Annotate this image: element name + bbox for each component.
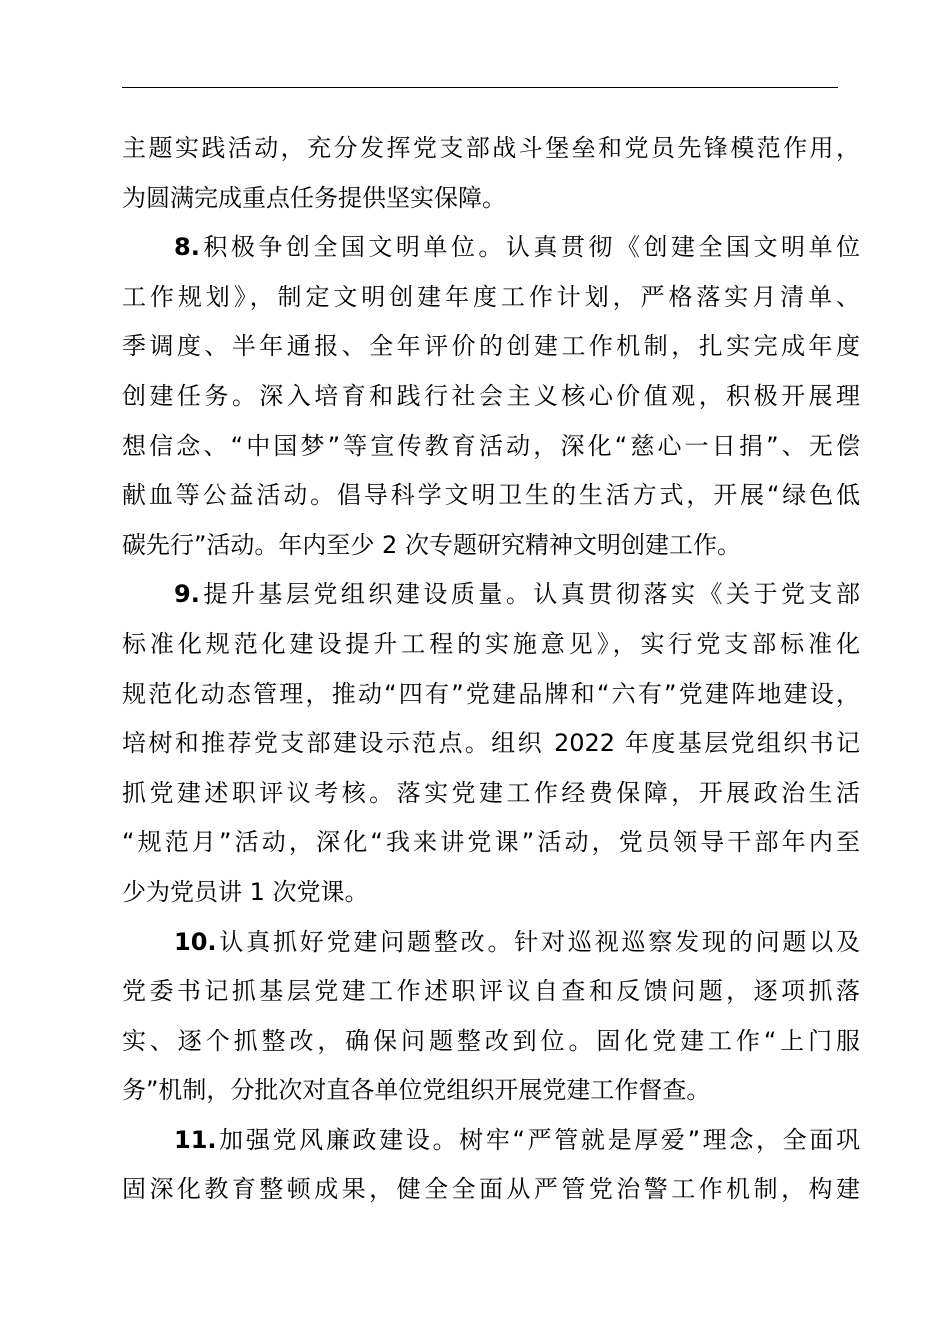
text-line: 务”机制，分批次对直各单位党组织开展党建工作督查。 <box>122 1076 711 1105</box>
text-line: 为圆满完成重点任务提供坚实保障。 <box>122 183 506 212</box>
text-line <box>122 918 860 968</box>
text-line: 想信念、“中国梦”等宣传教育活动，深化“慈心一日捐”、无偿 <box>122 431 860 460</box>
item-number: 10. <box>174 927 217 956</box>
text-run: 提升基层党组织建设质量。认真贯彻落实《关于党支部 <box>199 580 860 609</box>
text-line: 季调度、半年通报、全年评价的创建工作机制，扎实完成年度 <box>122 332 860 361</box>
text-line: 献血等公益活动。倡导科学文明卫生的生活方式，开展“绿色低 <box>122 481 860 510</box>
text-line <box>122 1116 860 1166</box>
text-line: 实、逐个抓整改，确保问题整改到位。固化党建工作“上门服 <box>122 1026 860 1055</box>
text-run: 认真抓好党建问题整改。针对巡视巡察发现的问题以及 <box>216 927 860 956</box>
text-line: 固深化教育整顿成果，健全全面从严管党治警工作机制，构建 <box>122 1175 860 1204</box>
text-line: 培树和推荐党支部建设示范点。组织 2022 年度基层党组织书记 <box>122 729 860 758</box>
text-line: 党委书记抓基层党建工作述职评议自查和反馈问题，逐项抓落 <box>122 977 860 1006</box>
paragraph <box>122 570 860 917</box>
text-line <box>122 570 860 620</box>
text-line: 工作规划》，制定文明创建年度工作计划，严格落实月清单、 <box>122 282 860 311</box>
text-line: 碳先行”活动。年内至少 2 次专题研究精神文明创建工作。 <box>122 530 741 559</box>
paragraph <box>122 124 860 223</box>
text-line <box>122 223 860 273</box>
text-line: “规范月”活动，深化“我来讲党课”活动，党员领导干部年内至 <box>122 828 860 857</box>
item-number: 8. <box>174 233 200 262</box>
text-line: 少为党员讲 1 次党课。 <box>122 877 369 906</box>
header-rule <box>122 87 838 88</box>
text-line: 主题实践活动，充分发挥党支部战斗堡垒和党员先锋模范作用， <box>122 134 860 162</box>
text-line: 规范化动态管理，推动“四有”党建品牌和“六有”党建阵地建设， <box>122 679 860 708</box>
text-line: 抓党建述职评议考核。落实党建工作经费保障，开展政治生活 <box>122 778 860 807</box>
document-body <box>122 124 860 1215</box>
item-number: 11. <box>174 1125 217 1154</box>
paragraph <box>122 918 860 1116</box>
text-run: 加强党风廉政建设。树牢“严管就是厚爱”理念，全面巩 <box>216 1125 860 1154</box>
text-line: 标准化规范化建设提升工程的实施意见》，实行党支部标准化 <box>122 629 860 658</box>
text-run: 积极争创全国文明单位。认真贯彻《创建全国文明单位 <box>199 233 860 262</box>
item-number: 9. <box>174 580 200 609</box>
paragraph <box>122 223 860 570</box>
text-line: 创建任务。深入培育和践行社会主义核心价值观，积极开展理 <box>122 381 860 410</box>
paragraph <box>122 1116 860 1215</box>
